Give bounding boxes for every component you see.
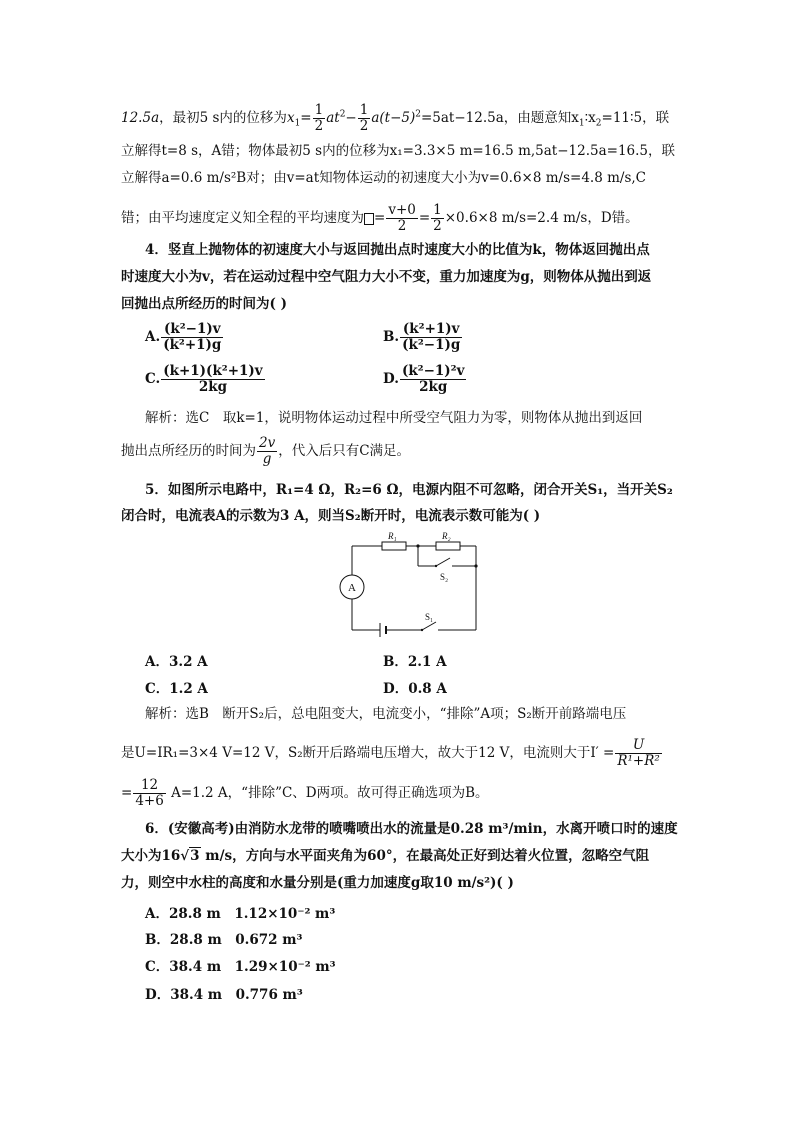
q4-solution-line-1: 解析：选C 取k=1，说明物体运动过程中所受空气阻力为零，则物体从抛出到返回 xyxy=(145,410,643,426)
switch-s1-blade xyxy=(422,622,436,630)
junction-dot-left xyxy=(416,544,419,547)
switch-s1-pivot xyxy=(421,629,423,631)
q5-option-a[interactable]: A．3.2 A xyxy=(145,654,208,670)
q5-solution-line-2: 是U=IR₁=3×4 V=12 V，S₂断开后路端电压增大，故大于12 V，电流则大于I′ = $\frac{U}{\text{R¹+R²}}$ xyxy=(121,737,660,769)
q4-option-c[interactable]: C. $\frac{\text{(k+1)(k²+1)v}}{2kg}$ xyxy=(145,363,263,395)
resistor-r1 xyxy=(382,542,406,550)
q5-option-d[interactable]: D．0.8 A xyxy=(383,681,447,697)
s1-label: S₁ xyxy=(425,612,434,622)
q5-option-b[interactable]: B．2.1 A xyxy=(383,654,447,670)
prev-solution-line-4: 错；由平均速度定义知全程的平均速度为 = $\frac{v+0}{2}$ = $\frac{1}{2}$ ×0.6×8 m/s=2.4 m/s，D错。 xyxy=(121,202,639,234)
ammeter-label: A xyxy=(348,582,356,594)
q5-stem-line-1: 5．如图所示电路中，R₁=4 Ω，R₂=6 Ω，电源内阻不可忽略，闭合开关S₁，当开关S₂ xyxy=(145,482,673,498)
q5-solution-line-3: = $\frac{12}{4+6}$ A=1.2 A，“排除”C、D两项。故可得正确选项为B。 xyxy=(121,777,489,809)
switch-s2-pivot xyxy=(435,565,437,567)
junction-dot-right xyxy=(474,564,477,567)
q4-option-d[interactable]: D. $\frac{\text{(k²−1)²v}}{2kg}$ xyxy=(383,363,465,395)
q5-option-c[interactable]: C．1.2 A xyxy=(145,681,208,697)
q4-option-b[interactable]: B. $\frac{\text{(k²+1)v}}{\text{(k²−1)g}}$ xyxy=(383,321,461,353)
q5-solution-line-1: 解析：选B 断开S₂后，总电阻变大，电流变小，“排除”A项；S₂断开前路端电压 xyxy=(145,706,627,722)
q6-option-a[interactable]: A．28.8 m 1.12×10⁻² m³ xyxy=(145,906,336,922)
q4-stem-line-2: 时速度大小为v，若在运动过程中空气阻力大小不变，重力加速度为g，则物体从抛出到返 xyxy=(121,269,652,285)
prev-solution-line-3: 立解得a=0.6 m/s²B对；由v=at知物体运动的初速度大小为v=0.6×8 m/s=4.8 m/s,C xyxy=(121,170,646,186)
circuit-diagram xyxy=(330,528,500,640)
q4-stem-line-1: 4．竖直上抛物体的初速度大小与返回抛出点时速度大小的比值为k，物体返回抛出点 xyxy=(145,242,650,258)
q6-stem-line-2: 大小为16√3 m/s，方向与水平面夹角为60°，在最高处正好到达着火位置，忽略空气阻 xyxy=(121,848,650,864)
q6-option-c[interactable]: C．38.4 m 1.29×10⁻² m³ xyxy=(145,959,336,975)
q4-stem-line-3: 回抛出点所经历的时间为( ) xyxy=(121,296,287,312)
q4-solution-line-2: 抛出点所经历的时间为 $\frac{2v}{g}$ ，代入后只有C满足。 xyxy=(121,435,411,467)
switch-s2-blade xyxy=(436,558,450,566)
s2-label: S₂ xyxy=(440,572,449,582)
prev-solution-line-2: 立解得t=8 s，A错；物体最初5 s内的位移为x₁=3.3×5 m=16.5 m,5at−12.5a=16.5，联 xyxy=(121,143,676,159)
q6-option-d[interactable]: D．38.4 m 0.776 m³ xyxy=(145,987,303,1003)
missing-glyph-box xyxy=(364,213,374,225)
resistor-r2 xyxy=(436,542,460,550)
q6-stem-line-1: 6．(安徽高考)由消防水龙带的喷嘴喷出水的流量是0.28 m³/min，水离开喷口时的速度 xyxy=(145,821,678,837)
prev-solution-line-1: 12.5a，最初5 s内的位移为$x_1=$ $\frac{1}{2}$ $at^2-$ $\frac{1}{2}$ $a(t-5)^2=5at-12.5a$，由题意知$x_1∶x_2=11∶5$，联 xyxy=(121,102,670,134)
q6-option-b[interactable]: B．28.8 m 0.672 m³ xyxy=(145,932,303,948)
q4-option-a[interactable]: A. $\frac{\text{(k²−1)v}}{\text{(k²+1)g}}$ xyxy=(145,321,222,353)
r1-label: R₁ xyxy=(388,531,397,541)
q6-stem-line-3: 力，则空中水柱的高度和水量分别是(重力加速度g取10 m/s²)( ) xyxy=(121,875,514,891)
q5-stem-line-2: 闭合时，电流表A的示数为3 A，则当S₂断开时，电流表示数可能为( ) xyxy=(121,508,541,524)
r2-label: R₂ xyxy=(442,531,451,541)
